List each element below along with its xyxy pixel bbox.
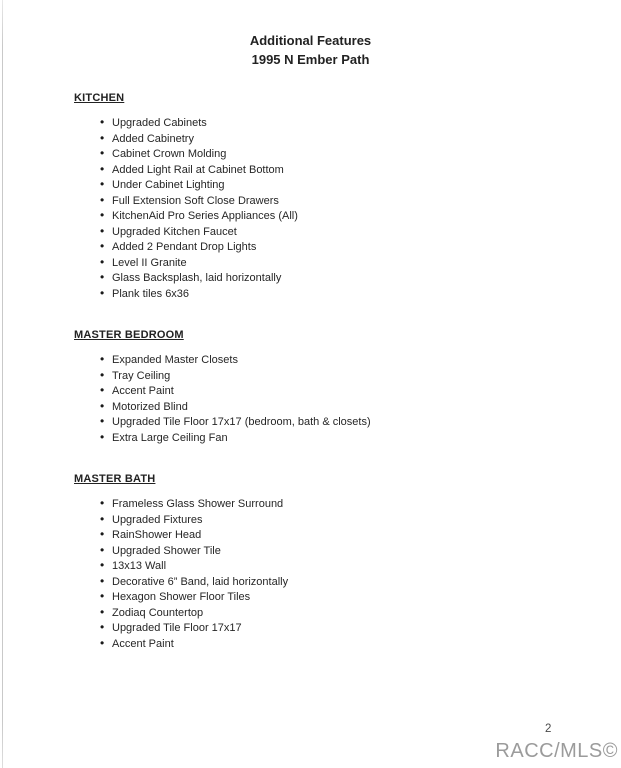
sections — [74, 92, 581, 652]
list-item: • Decorative 6” Band, laid horizontally — [100, 575, 581, 591]
list-item: • Motorized Blind — [100, 400, 581, 416]
list-item: • KitchenAid Pro Series Appliances (All) — [100, 209, 581, 225]
list-item: • Tray Ceiling — [100, 369, 581, 385]
list-item: • Upgraded Tile Floor 17x17 — [100, 621, 581, 637]
list-item: • Zodiaq Countertop — [100, 606, 581, 622]
list-item: • Frameless Glass Shower Surround — [100, 497, 581, 513]
list-item: • Upgraded Shower Tile — [100, 544, 581, 560]
list-item: • Upgraded Cabinets — [100, 116, 581, 132]
list-item: • Plank tiles 6x36 — [100, 287, 581, 303]
feature-list — [74, 497, 581, 652]
title-block — [0, 0, 621, 69]
list-item: • Level II Granite — [100, 256, 581, 272]
section-heading: KITCHEN — [74, 92, 125, 104]
section-heading: MASTER BATH — [74, 473, 156, 485]
feature-list — [74, 353, 581, 446]
list-item: • RainShower Head — [100, 528, 581, 544]
page-title: Additional Features — [249, 33, 372, 48]
list-item: • Full Extension Soft Close Drawers — [100, 194, 581, 210]
list-item: • Upgraded Fixtures — [100, 513, 581, 529]
list-item: • Under Cabinet Lighting — [100, 178, 581, 194]
section-heading: MASTER BEDROOM — [74, 329, 184, 341]
section-kitchen — [74, 92, 581, 302]
page-subtitle-address: 1995 N Ember Path — [251, 52, 370, 67]
list-item: • Expanded Master Closets — [100, 353, 581, 369]
list-item: • Upgraded Kitchen Faucet — [100, 225, 581, 241]
feature-list — [74, 116, 581, 302]
list-item: • Added Cabinetry — [100, 132, 581, 148]
list-item: • Added 2 Pendant Drop Lights — [100, 240, 581, 256]
mls-watermark: RACC/MLS© — [495, 740, 618, 762]
list-item: • 13x13 Wall — [100, 559, 581, 575]
list-item: • Accent Paint — [100, 637, 581, 653]
section-master-bath — [74, 473, 581, 652]
list-item: • Glass Backsplash, laid horizontally — [100, 271, 581, 287]
list-item: • Cabinet Crown Molding — [100, 147, 581, 163]
section-master-bedroom — [74, 329, 581, 446]
page-number: 2 — [545, 723, 552, 735]
page-edge-line — [2, 0, 3, 768]
list-item: • Accent Paint — [100, 384, 581, 400]
list-item: • Upgraded Tile Floor 17x17 (bedroom, bath & closets) — [100, 415, 581, 431]
list-item: • Added Light Rail at Cabinet Bottom — [100, 163, 581, 179]
list-item: • Extra Large Ceiling Fan — [100, 431, 581, 447]
list-item: • Hexagon Shower Floor Tiles — [100, 590, 581, 606]
